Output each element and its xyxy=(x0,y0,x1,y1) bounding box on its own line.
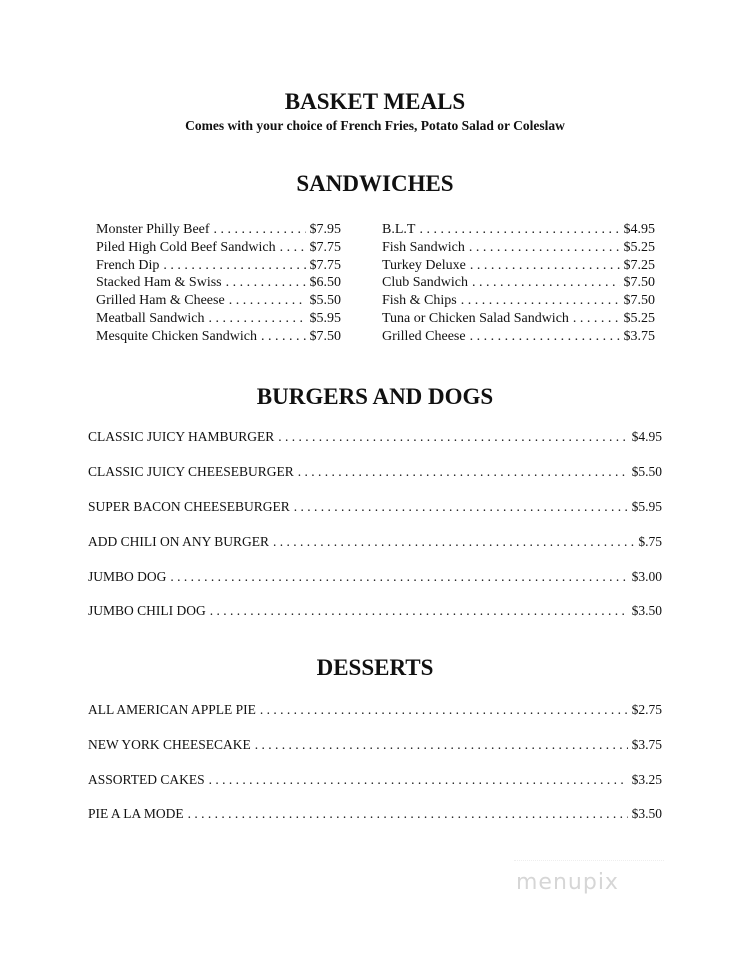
item-price: $7.75 xyxy=(309,239,341,255)
dot-leader xyxy=(461,292,620,310)
item-name: Mesquite Chicken Sandwich xyxy=(96,328,257,344)
desserts-heading: DESSERTS xyxy=(316,655,434,680)
dot-leader xyxy=(210,602,628,620)
dot-leader xyxy=(573,310,620,328)
menu-item xyxy=(88,771,662,789)
dot-leader xyxy=(170,568,627,586)
dot-leader xyxy=(278,428,627,446)
item-price: $7.75 xyxy=(309,257,341,273)
dot-leader xyxy=(209,771,628,789)
menu-item xyxy=(96,239,341,257)
item-price: $2.75 xyxy=(631,702,662,717)
item-name: French Dip xyxy=(96,257,160,273)
menu-item xyxy=(88,805,662,823)
item-name: Grilled Ham & Cheese xyxy=(96,293,225,309)
menu-item xyxy=(88,602,662,620)
dot-leader xyxy=(208,310,305,328)
item-price: $7.95 xyxy=(309,222,341,237)
menu-item xyxy=(88,428,662,446)
menu-item xyxy=(96,274,341,292)
item-name: SUPER BACON CHEESEBURGER xyxy=(88,499,290,514)
dot-leader xyxy=(260,701,628,719)
item-name: JUMBO CHILI DOG xyxy=(88,603,206,618)
item-name: CLASSIC JUICY CHEESEBURGER xyxy=(88,464,294,479)
item-name: ALL AMERICAN APPLE PIE xyxy=(88,702,256,717)
basket-meals-heading: BASKET MEALS xyxy=(284,89,466,114)
item-price: $7.50 xyxy=(309,328,341,344)
item-name: Turkey Deluxe xyxy=(382,257,466,273)
item-name: Grilled Cheese xyxy=(382,328,466,344)
menu-item xyxy=(382,328,655,346)
item-name: Fish & Chips xyxy=(382,293,457,309)
item-price: $3.75 xyxy=(623,328,655,344)
dot-leader xyxy=(470,328,620,346)
item-name: ASSORTED CAKES xyxy=(88,772,205,787)
item-price: $6.50 xyxy=(309,275,341,291)
item-name: ADD CHILI ON ANY BURGER xyxy=(88,534,269,549)
menu-item xyxy=(96,310,341,328)
dot-leader xyxy=(294,498,628,516)
item-price: $3.50 xyxy=(631,806,662,821)
dot-leader xyxy=(255,736,628,754)
sandwiches-right-column xyxy=(382,221,655,346)
item-price: $5.25 xyxy=(623,239,655,255)
menu-item xyxy=(382,310,655,328)
menu-item xyxy=(96,328,341,346)
item-name: Piled High Cold Beef Sandwich xyxy=(96,239,276,255)
sandwiches-heading: SANDWICHES xyxy=(296,171,454,196)
item-price: $3.25 xyxy=(631,772,662,787)
item-price: $5.95 xyxy=(631,499,662,514)
item-name: CLASSIC JUICY HAMBURGER xyxy=(88,429,275,444)
dot-leader xyxy=(229,292,306,310)
item-price: $4.95 xyxy=(623,222,655,237)
item-price: $3.50 xyxy=(631,603,662,618)
dot-leader xyxy=(188,805,628,823)
item-name: Club Sandwich xyxy=(382,275,468,291)
menu-item xyxy=(382,257,655,275)
menu-item xyxy=(88,533,662,551)
menu-item xyxy=(382,239,655,257)
dot-leader xyxy=(419,221,619,239)
item-price: $7.25 xyxy=(623,257,655,273)
menu-item xyxy=(88,498,662,516)
item-name: B.L.T xyxy=(382,222,416,237)
menu-item xyxy=(382,221,655,239)
item-name: NEW YORK CHEESECAKE xyxy=(88,737,251,752)
menu-item xyxy=(88,463,662,481)
item-price: $5.95 xyxy=(309,310,341,326)
dot-leader xyxy=(280,239,306,257)
dot-leader xyxy=(469,239,620,257)
item-price: $5.50 xyxy=(631,464,662,479)
menu-item xyxy=(96,292,341,310)
item-price: $4.95 xyxy=(631,429,662,444)
item-name: PIE A LA MODE xyxy=(88,806,184,821)
item-price: $.75 xyxy=(638,534,662,549)
item-price: $7.50 xyxy=(623,275,655,291)
burgers-heading: BURGERS AND DOGS xyxy=(256,384,494,409)
menu-item xyxy=(382,292,655,310)
item-name: Meatball Sandwich xyxy=(96,310,205,326)
dot-leader xyxy=(472,274,620,292)
dot-leader xyxy=(470,257,620,275)
item-name: Fish Sandwich xyxy=(382,239,465,255)
item-name: Stacked Ham & Swiss xyxy=(96,275,222,291)
item-price: $7.50 xyxy=(623,293,655,309)
dot-leader xyxy=(214,221,306,239)
sandwiches-left-column xyxy=(96,221,341,346)
dot-leader xyxy=(226,274,306,292)
dot-leader xyxy=(273,533,634,551)
item-name: Monster Philly Beef xyxy=(96,222,210,237)
dot-leader xyxy=(163,257,305,275)
menu-item xyxy=(382,274,655,292)
menu-item xyxy=(88,701,662,719)
menu-item xyxy=(96,257,341,275)
item-price: $5.25 xyxy=(623,310,655,326)
item-name: Tuna or Chicken Salad Sandwich xyxy=(382,310,569,326)
item-price: $3.75 xyxy=(631,737,662,752)
item-price: $5.50 xyxy=(309,293,341,309)
menupix-watermark: menupix xyxy=(516,870,619,895)
dot-leader xyxy=(261,328,306,346)
menu-item xyxy=(88,736,662,754)
menu-item xyxy=(96,221,341,239)
item-name: JUMBO DOG xyxy=(88,569,167,584)
basket-meals-subtitle: Comes with your choice of French Fries, Potato Salad or Coleslaw xyxy=(185,118,565,133)
menu-item xyxy=(88,568,662,586)
dot-leader xyxy=(298,463,628,481)
watermark-divider xyxy=(514,860,664,861)
item-price: $3.00 xyxy=(631,569,662,584)
